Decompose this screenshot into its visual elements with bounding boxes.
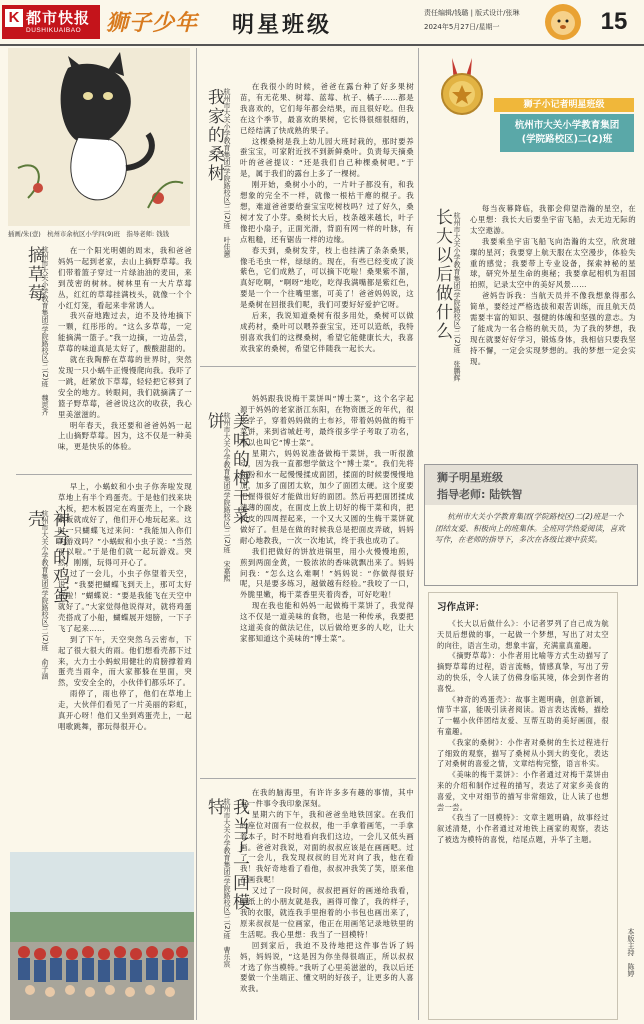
review-item: 《神奇的鸡蛋壳》：故事主题明确，创意新颖，情节丰富，能吸引读者阅读。语言表达流畅，描绘了一幅小伙伴团结友爱、互帮互助的美好画面，很有童趣。 [437,694,609,736]
paragraph: 就在我陶醉在草莓的世界时，突然发现一只小蜗牛正慢慢爬向我。我吓了一跳，赶紧放下草莓，轻轻把它移到了安全的地方。转眼间，我们就摘满了一篮子野草莓，爸爸说这次的收获，我心里美滋滋的。 [58,355,192,419]
cat-illustration [8,48,190,226]
article-byline-strawberry: 杭州市大关小学教育集团(学院路校区)二(2)班 魏思齐 [41,246,49,416]
paragraph: 雨停了，雨也停了，他们在草地上走，大伙伴们看见了一片美丽的彩虹，真开心呀！他们又坐到鸡蛋壳上，一起唱歌跳舞，都玩得很开心。 [58,689,192,731]
paragraph: 又过了一段时间，叔叔把画好的画递给我看，画纸上的小朋友就是我，画得可像了，我的样子，我的衣服，就连我手里抱着的小书包也画出来了，原来叔叔是一位画家，他正在用画笔记录地铁里的生活呢。我心里想：我当了一回模特！ [240,886,414,939]
article-body-strawberry [58,246,192,468]
review-item: 《长大以后做什么》：小记者罗列了自己成为航天员后想做的事，一起做一个梦想，写出了对太空的向往，语言生动，想象丰富，充满童真童趣。 [437,619,609,650]
paragraph: 早上，小蜗蚁和小虫子你奔啦发现草地上有半个鸡蛋壳。于是他们找来块木板，把木板固定在鸡蛋壳上，一个跷跷板就成好了，他们开心地玩起来。这时一只蝴蝶飞过来问：“我能加入你们的游戏吗？”小蜗蚁和小虫子说：“当然可以啦。”于是他们就一起玩游戏。突然，刚刚，玩得可开心了。 [58,482,192,568]
medal-icon [430,54,494,118]
article-body-meicai [240,394,414,770]
article-body-future [470,204,636,460]
paragraph: 这棵桑树是我上幼儿园大班时栽的，那时要养蚕宝宝，可家附近找不到新鲜桑叶。负责每天摘桑叶的爸爸提议：“还是我们自己种棵桑树吧。”于是，属于我们的露台上多了一棵树。 [240,136,414,179]
lion-mascot-icon [540,2,586,44]
class-photo [10,852,194,1020]
review-list [437,619,609,1015]
paragraph: 刚开始，桑树小小的，一片叶子都没有，和我想象的完全不一样，就像一根枯干瘪的棍子。我想，难道爸爸要给蚕宝宝吃树枝吗？过了好久，桑树才发了小芽。桑树长大后，枝条越来越长，叶子像把小扇子，正面光滑，背面有网一样的叶脉，有点粗糙，还有锯齿一样的边缘。 [240,180,414,244]
paragraph: 我兴奋地跑过去，迫不及待地摘下一颗，红彤彤的。“这么多草莓，一定能摘满一篮子。”我一边摘，一边品尝，草莓的味道真是太好了，酸酸甜甜的。 [58,311,192,354]
meta-line: 责任编辑/钱璐 | 版式设计/张琳 [424,9,520,17]
column-divider [418,48,419,1020]
article-title-mulberry: 我家的桑树 [204,88,224,183]
paragraph: 明年春天，我还要和爸爸妈妈一起上山摘野草莓。因为，这不仅是一种美味，更是快乐的体验。 [58,420,192,452]
class-banner-box [500,114,634,152]
paragraph: 我要乘坐宇宙飞船飞向浩瀚的太空，欣赏璀璨的星河；我要穿上航天服在太空漫步，体验失重的感觉；我要带上专业设备，探索神秘的星球，研究外星生命的奥秘；我要拿起相机为祖国拍照，记录太空中的美好风景…… [470,236,636,290]
review-title: 习作点评： [437,602,485,613]
class-intro-header [425,465,637,505]
article-title-eggshell: 神奇的鸡蛋壳 [24,510,69,605]
paragraph: 每当夜幕降临，我都会仰望浩瀚的星空，在心里想：我长大后要坐宇宙飞船，去无边无际的太空遨游。 [470,204,636,235]
masthead-divider [0,44,644,46]
review-item: 《我家的桑树》：小作者对桑树的生长过程进行了细致的观察，描写了桑树从小到大的变化，表达了对桑树的喜爱之情，文章结构完整，语言朴实。 [437,737,609,769]
review-item: 《我当了一回模特》：文章主题明确，故事经过叙述清楚，小作者通过对地铁上画家的观察，表达了被选为模特的喜悦，结尾点题，升华了主题。 [437,813,609,844]
paragraph: 在我的脑海里，有许许多多有趣的事情，其中有一件事令我印象深刻。 [240,788,414,808]
article-body-eggshell [58,482,192,830]
paragraph: 后来，我说知道桑树有很多用处，桑树可以做成药材，桑叶可以喂养蚕宝宝，还可以造纸，我特别喜欢我们的这棵桑树，希望它能健康长大，我喜欢我家的桑树，希望它伴随我一起长大。 [240,311,414,353]
article-byline-mulberry: 杭州市大关小学教育集团(学院路校区)二(2)班 叶佳蕙 [223,88,231,258]
class-intro-box [424,464,638,586]
section-title: 明星班级 [232,12,333,38]
article-title-strawberry: 摘草莓 [24,246,44,303]
review-box [428,592,618,1020]
divider [200,778,416,779]
article-body-mulberry [240,82,414,360]
paragraph: 现在我也能和妈妈一起做梅干菜饼了，我觉得这不仅是一道美味的食物，也是一种传承，我要把这道美食的做法记住，以后做给更多的人吃，让大家都知道这个美味的“博士菜”。 [240,601,414,643]
class-banner [424,48,640,160]
paragraph: 我们把做好的饼放进锅里，用小火慢慢地煎，煎到两面金黄，一股浓浓的香味就飘出来了。妈妈问我：“怎么这么难啊！”妈妈说：“你做得很好呢，只是要多练习，越做越有经验。”我咬了一口，外脆里嫩，梅干菜香里夹着肉香，可好吃啦！ [240,546,414,600]
paragraph: 到了下午，天空突然乌云密布，下起了很大很大的雨。他们想看壳都下过来，大力士小蚂蚁用健壮的肩膀撑着鸡蛋壳当雨伞，而大家都躲在里面，突然，安安全全的，小伙伴们都乐坏了。 [58,634,192,688]
article-title-meicai: 美味的梅干菜饼 [204,412,249,526]
class-banner-class: (学院路校区)二(2)班 [521,134,613,145]
class-banner-label: 狮子小记者明星班级 [494,98,634,112]
paragraph: 回到家后，我迫不及待地把这件事告诉了妈妈，妈妈说，“这是因为你坐得很端正，所以叔叔才选了你当模特。”我听了心里美滋滋的，我以后还要做一个坐端正、懂文明的好孩子，让更多的人喜欢我。 [240,940,414,994]
paragraph: 爸妈告诉我：当航天员并不像我想象得那么简单，要经过严格选拔和艰苦训练，而且航天员需要丰富的知识、强健的体魄和坚强的意志。为了能成为一名合格的航天员，为了我的梦想，我现在就要好好学习，锻炼身体，我相信只要我坚持不懈，一定会实现梦想的。我的梦想一定会实现。 [470,291,636,366]
article-title-model: 我当了一回模特 [204,798,249,912]
paragraph: 在我很小的时候，爸爸在露台种了好多果树苗，有无花果、树莓、蓝莓、杭子、橘子……都是我喜欢的，它们每年都会结果，而且很好吃。但我在这个季节，最喜欢的果树，它长得很细很细的，已经结满了快成熟的果子。 [240,82,414,135]
class-intro-text: 杭州市大关小学教育集团(学院路校区)二(2)班是一个团结友爱、积极向上的班集体。全班同学热爱阅读，喜欢写作，在老师的指导下，多次在各级比赛中获奖。 [435,512,625,544]
side-editor: 本版主持 陈婷 [627,928,635,977]
paragraph: 过了一会儿，小虫子你望着天空，说：“我要把蝴蝶飞到天上，那可太好玩啦！”蝴蝶说：“要是我能飞在天空中就好了。”大家觉得他说得对，就将鸡蛋壳搭成了小船，蝴蝶展开翅膀，一下子飞了起来…… [58,569,192,633]
divider [16,474,192,475]
paragraph: 妈妈跟我说梅干菜饼叫“博士菜”，这个名字起源于妈妈的老家浙江东阳，在物资匮乏的年代，很多学子，穿着妈妈做的士布衫，带着妈妈做的梅干菜饼，来到省城赶考，最终很多学子考取了功名，所以也叫它“博士菜”。 [240,394,414,447]
paragraph: 在一个阳光明媚的周末，我和爸爸妈妈一起到老家，去山上摘野草莓。我们带着篮子穿过一片绿油油的麦田，来到茂密的树林。树林里有一大片草莓丛，红红的草莓挂满枝头，就像一个个小红灯笼，看起来非常诱人。 [58,246,192,310]
article-byline-future: 杭州市大关小学教育集团(学院路校区)二(2)班 张鹏辉 [453,212,461,382]
paragraph: 春天到，桑树发芽，枝上也挂满了条条桑果，像毛毛虫一样，绿绿的。现在，有些已经变成了淡紫色，它们成熟了，可以摘下吃啦！桑果紫不溜，真好吃啊，“啊呀”地吃，吃得我满嘴都是紫红色，要是一个一个往嘴里塞，可美了！爸爸妈妈说，这是桑树在回报我们呢，我们可要好好爱护它呀。 [240,245,414,310]
article-byline-model: 杭州市大关小学教育集团(学院路校区)二(2)班 曹乐宸 [223,798,231,968]
review-item: 《摘野草莓》：小作者用比喻等方式生动描写了摘野草莓的过程，语言流畅，情感真挚，写出了劳动的快乐，令人读了仿佛身临其境，体会到作者的喜悦。 [437,651,609,693]
logo-cn: 都市快报 [26,9,91,27]
article-body-model [240,788,414,1020]
article-byline-eggshell: 杭州市大关小学教育集团(学院路校区)二(2)班 俞子涵 [41,510,49,680]
masthead [0,0,644,44]
page-number: 15 [600,8,628,35]
column-divider [196,48,197,1020]
newspaper-logo [2,5,100,39]
divider [200,366,416,367]
paragraph: 星期六的下午，我和爸爸坐地铁回家。在我们的座位对面有一位叔叔，他一手拿着画笔，一手拿着本子，时不时地看向我们这边，一会儿又低头画画。爸爸对我说，对面的叔叔应该是在画画吧。过了一会儿，我发现叔叔的目光对向了我，他在看我！我好奇地看了看他，叔叔冲我笑了笑，原来他在画我呢！ [240,809,414,885]
brand-slogan: 狮子少年 [106,11,199,36]
article-title-future: 长大以后做什么 [432,208,452,341]
k-logo-icon: K [5,9,23,27]
article-byline-meicai: 杭州市大关小学教育集团(学院路校区)二(2)班 宋嘉熙 [223,412,231,582]
paragraph: 星期六，妈妈说准备做梅干菜饼，我一听很激动，因为我一直都想学做这个“博士菜”。我们先将面粉和水一起慢慢揉成面团，揉面的时候要慢慢地加，加多了面团太软，加少了面团太硬。这个度要把握得很好才能做出好的面团。然后再把面团揉成薄薄的面皮，在面皮上放上切好的梅干菜和肉，把面皮的四周捏起来，一个又大又圆的生梅干菜饼就做好了。但是在做的时候我总是把面皮弄破，妈妈耐心地教我，一次一次地试，终于我也成功了。 [240,448,414,545]
class-intro-title: 狮子明星班级 [437,471,503,484]
image-caption: 插画/朱(壹) 杭州市余杭区小学四(9)班 指导老师: 钱钱 [8,230,169,238]
logo-en: DUSHIKUAIBAO [26,27,82,34]
issue-date: 2024年5月27日/星期一 [424,23,500,31]
class-banner-school: 杭州市大关小学教育集团 [514,120,620,131]
class-intro-teacher: 指导老师: 陆铁智 [437,488,523,501]
review-item: 《美味的梅干菜饼》：小作者通过对梅干菜饼由来的介绍和制作过程的描写，表达了对家乡美食的喜爱，文中对细节的描写非常细致，让人读了也想尝一尝。 [437,770,609,812]
